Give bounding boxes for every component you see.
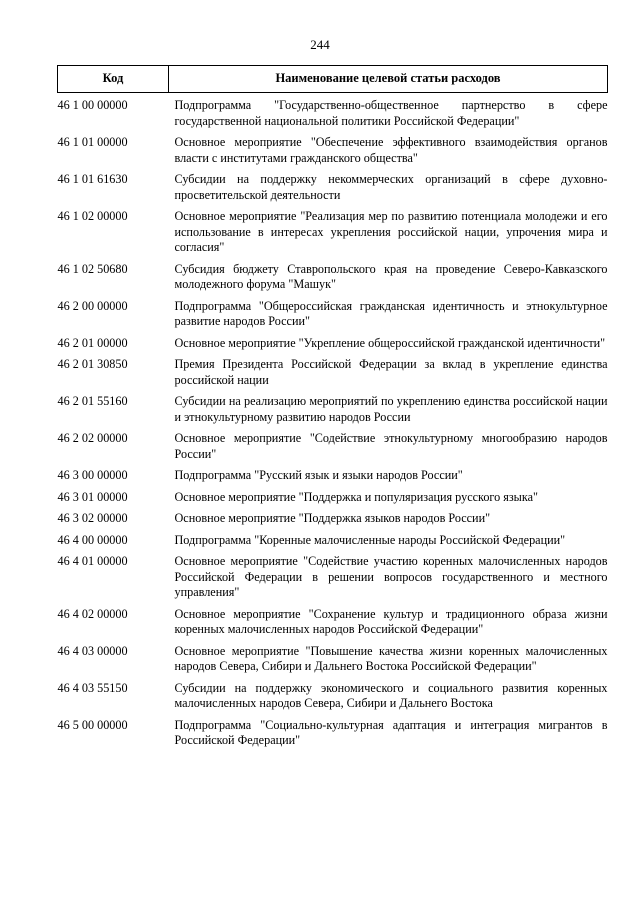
table-row: [58, 465, 608, 487]
table-row: [58, 641, 608, 678]
row-name: Подпрограмма "Общероссийская гражданская идентичность и этнокультурное развитие народов России": [174, 298, 608, 328]
row-code: 46 1 02 50680: [57, 261, 128, 276]
table-row: [58, 169, 608, 206]
table-row: [58, 132, 608, 169]
row-code: 46 2 01 30850: [57, 357, 128, 371]
row-name: Подпрограмма "Социально-культурная адаптация и интеграция мигрантов в Российской Федерации": [174, 717, 608, 747]
table-row: [58, 715, 608, 752]
table-header-row: [58, 66, 608, 93]
table-row: [58, 93, 608, 133]
row-name: Основное мероприятие "Укрепление общероссийской гражданской идентичности": [174, 335, 606, 350]
row-code: 46 4 01 00000: [57, 554, 128, 568]
row-code: 46 3 02 00000: [57, 511, 128, 525]
row-code: 46 2 01 00000: [57, 335, 128, 350]
table-row: [58, 296, 608, 333]
page-number: 244: [310, 37, 330, 52]
table-row: [58, 487, 608, 509]
row-code: 46 2 01 55160: [57, 394, 128, 408]
row-code: 46 4 02 00000: [57, 606, 128, 621]
row-name: Основное мероприятие "Поддержка и популяризация русского языка": [174, 489, 538, 504]
row-code: 46 4 03 55150: [57, 680, 128, 695]
header-code: Код: [58, 66, 169, 93]
row-code: 46 3 01 00000: [57, 489, 128, 504]
row-name: Основное мероприятие "Обеспечение эффективного взаимодействия органов власти с институтами гражданского общества": [174, 135, 608, 165]
row-code: 46 1 00 00000: [57, 98, 128, 112]
table-row: [58, 333, 608, 355]
header-name: Наименование целевой статьи расходов: [169, 66, 608, 93]
row-name: Премия Президента Российской Федерации за вклад в укрепление единства российской нации: [174, 357, 608, 387]
budget-table: [57, 65, 608, 752]
row-name: Субсидии на реализацию мероприятий по укреплению единства российской нации и этнокультурному развитию народов России: [174, 394, 608, 424]
table-body: [58, 93, 608, 752]
row-code: 46 4 00 00000: [57, 532, 128, 547]
row-code: 46 4 03 00000: [57, 643, 128, 658]
row-name: Подпрограмма "Государственно-общественное партнерство в сфере государственной национальной политики Российской Федерации": [174, 98, 608, 128]
table-row: [58, 259, 608, 296]
table-row: [58, 508, 608, 530]
row-code: 46 1 01 00000: [57, 135, 128, 149]
table-row: [58, 391, 608, 428]
table-row: [58, 354, 608, 391]
table-row: [58, 604, 608, 641]
table-row: [58, 551, 608, 604]
row-code: 46 2 02 00000: [57, 431, 128, 445]
table-row: [58, 530, 608, 552]
row-name: Субсидии на поддержку экономического и социального развития коренных малочисленных народов Севера, Сибири и Дальнего Востока: [174, 680, 608, 710]
row-name: Основное мероприятие "Сохранение культур и традиционного образа жизни коренных малочисленных народов Российской Федерации": [174, 606, 608, 636]
table-row: [58, 428, 608, 465]
row-name: Субсидия бюджету Ставропольского края на проведение Северо-Кавказского молодежного форума "Машук": [174, 261, 608, 291]
table-row: [58, 678, 608, 715]
row-name: Подпрограмма "Коренные малочисленные народы Российской Федерации": [174, 532, 566, 547]
row-code: 46 3 00 00000: [57, 468, 128, 482]
row-name: Основное мероприятие "Реализация мер по развитию потенциала молодежи и его использование в интересах укрепления российской нации, упрочения мира и согласия": [174, 209, 608, 254]
row-name: Основное мероприятие "Поддержка языков народов России": [174, 511, 491, 525]
row-code: 46 2 00 00000: [57, 298, 128, 313]
table-row: [58, 206, 608, 259]
row-name: Основное мероприятие "Повышение качества жизни коренных малочисленных народов Севера, Сибири и Дальнего Востока Российской Федерации": [174, 643, 608, 673]
row-name: Основное мероприятие "Содействие участию коренных малочисленных народов Российской Федерации в решении вопросов государственного и местного управления": [174, 554, 608, 599]
row-code: 46 1 01 61630: [57, 172, 128, 186]
row-code: 46 1 02 00000: [57, 209, 128, 223]
row-name: Подпрограмма "Русский язык и языки народов России": [174, 468, 463, 482]
row-code: 46 5 00 00000: [57, 717, 128, 732]
row-name: Основное мероприятие "Содействие этнокультурному многообразию народов России": [174, 431, 608, 461]
row-name: Субсидии на поддержку некоммерческих организаций в сфере духовно-просветительской деятельности: [174, 172, 608, 202]
